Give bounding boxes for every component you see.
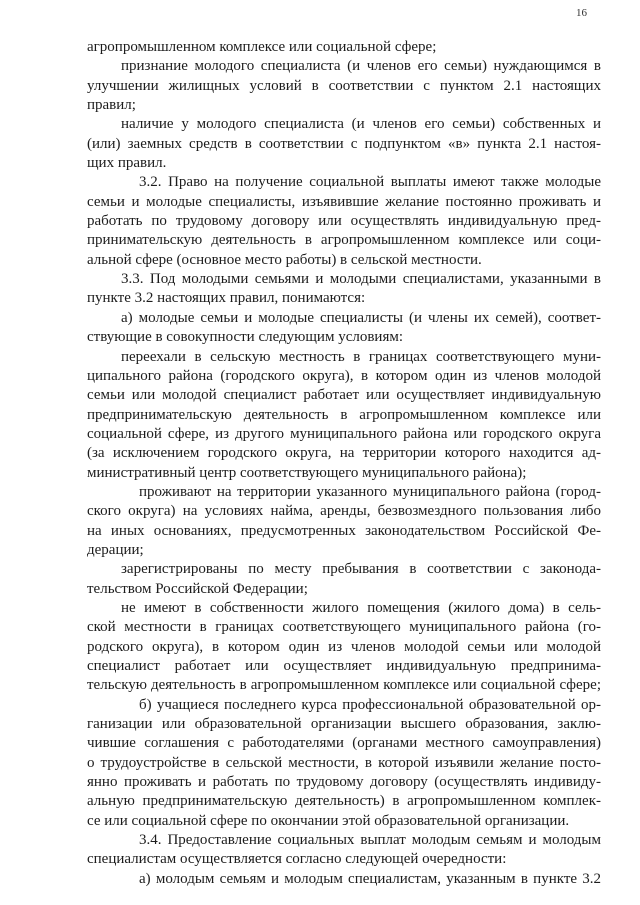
document-body bbox=[87, 38, 601, 889]
text-line: альной сфере (основное место работы) в сельской местности. bbox=[87, 251, 482, 268]
text-line: ствующие в совокупности следующим условиям: bbox=[87, 329, 404, 346]
text-line: (за исключением городского округа, на территории которого находится ад- bbox=[87, 445, 601, 462]
text-line: чившие соглашения с работодателями (органами местного самоуправления) bbox=[87, 735, 601, 752]
text-line: дерации; bbox=[87, 541, 144, 558]
text-line: специалист работает или осуществляет индивидуальную предпринима- bbox=[87, 658, 601, 674]
page-number: 16 bbox=[576, 7, 587, 19]
text-line: 3.3. Под молодыми семьями и молодыми специалистами, указанными в bbox=[121, 271, 601, 288]
text-line: переехали в сельскую местность в границах соответствующего муни- bbox=[121, 348, 601, 365]
text-line: ского округа) на условиях найма, аренды, безвозмездного пользования либо bbox=[87, 503, 601, 520]
text-line: альную предпринимательскую деятельность) в агропромышленном комплек- bbox=[87, 793, 601, 810]
text-line: тельством Российской Федерации; bbox=[87, 580, 308, 597]
text-line: о трудоустройстве в сельской местности, в которой изъявили желание посто- bbox=[87, 754, 601, 771]
text-line: се или социальной сфере по окончании этой образовательной организации. bbox=[87, 812, 570, 829]
text-line: специалистам осуществляется согласно следующей очередности: bbox=[87, 851, 507, 868]
text-line: 3.2. Право на получение социальной выплаты имеют также молодые bbox=[139, 174, 601, 191]
text-line: социальной сфере, из другого муниципального района или городского округа bbox=[87, 425, 601, 442]
text-line: 3.4. Предоставление социальных выплат молодым семьям и молодым bbox=[139, 832, 601, 849]
text-line: проживают на территории указанного муниципального района (город- bbox=[139, 483, 601, 500]
text-line: наличие у молодого специалиста (и членов его семьи) собственных и bbox=[121, 116, 601, 133]
text-line: работать по трудовому договору или осуществлять индивидуальную пред- bbox=[87, 213, 601, 230]
text-line: б) учащиеся последнего курса профессиональной образовательной ор- bbox=[139, 696, 601, 713]
text-line: ципального района (городского округа), в котором один из членов молодой bbox=[87, 367, 601, 384]
text-line: на иных основаниях, предусмотренных законодательством Российской Фе- bbox=[87, 522, 601, 539]
text-line: а) молодым семьям и молодым специалистам, указанным в пункте 3.2 bbox=[139, 870, 601, 887]
text-line: семьи и молодые специалисты, изъявившие желание постоянно проживать и bbox=[87, 193, 601, 210]
text-line: не имеют в собственности жилого помещения (жилого дома) в сель- bbox=[121, 599, 601, 616]
text-line: щих правил. bbox=[87, 155, 167, 172]
text-line: правил; bbox=[87, 97, 136, 114]
text-line: зарегистрированы по месту пребывания в соответствии с законода- bbox=[121, 561, 601, 578]
text-line: агропромышленном комплексе или социальной сфере; bbox=[87, 39, 437, 55]
text-line: ганизации или образовательной организации высшего образования, заклю- bbox=[87, 716, 601, 733]
text-line: пункте 3.2 настоящих правил, понимаются: bbox=[87, 290, 366, 307]
text-line: родского округа), в котором один из членов молодой семьи или молодой bbox=[87, 638, 601, 655]
text-line: тельскую деятельность в агропромышленном комплексе или социальной сфере; bbox=[87, 677, 601, 694]
text-line: улучшении жилищных условий в соответствии с пунктом 2.1 настоящих bbox=[87, 77, 601, 94]
text-line: министративный центр соответствующего муниципального района); bbox=[87, 464, 527, 481]
text-line: (или) заемных средств в соответствии с подпунктом «в» пункта 2.1 настоя- bbox=[87, 135, 601, 152]
text-line: принимательскую деятельность в агропромышленном комплексе или соци- bbox=[87, 232, 601, 249]
text-line: признание молодого специалиста (и членов его семьи) нуждающимся в bbox=[121, 58, 601, 75]
text-line: а) молодые семьи и молодые специалисты (и члены их семей), соответ- bbox=[121, 309, 601, 326]
text-line: ской местности в границах соответствующего муниципального района (го- bbox=[87, 619, 601, 636]
text-line: предпринимательскую деятельность в агропромышленном комплексе или bbox=[87, 406, 601, 423]
text-line: семьи или молодой специалист работает или осуществляет индивидуальную bbox=[87, 387, 601, 404]
text-line: янно проживать и работать по трудовому договору (осуществлять индивиду- bbox=[87, 774, 601, 791]
